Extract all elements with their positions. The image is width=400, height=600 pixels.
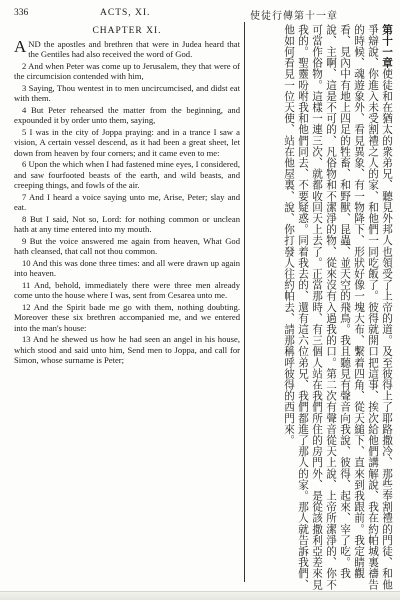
- verse-11: 11 And, behold, immediately there were three men already come unto the house where I was, sent from Cesarea unto me.: [14, 279, 240, 300]
- page-bottom-edge: [0, 591, 400, 600]
- verse-7: 7 And I heard a voice saying unto me, Arise, Peter; slay and eat.: [14, 191, 240, 212]
- verse-4: 4 But Peter rehearsed the matter from the beginning, and expounded it by order unto them, saying,: [14, 104, 240, 125]
- verse-3: 3 Saying, Thou wentest in to men uncircumcised, and didst eat with them.: [14, 82, 240, 103]
- chinese-text: 使徒和在猶太的衆弟兄、聽見外邦人也領受了上帝的道。及至彼得上了耶路撒冷、那些奉割禮的門徒、和他爭辯說、你進入未受割禮之人的家、和他們一同吃飯了。彼得就開口把這事、挨次給他們講解說、我在約帕城裏禱告的時候、魂遊象外、看見異象、有一物降下、形狀好像一塊大布、繫着四角、從天縋下、直來到我跟前。我定睛觀看、見內中有地上四足的牲畜、和野獸、昆蟲、並天空的飛鳥。我且聽見有聲音向我說、彼得、起來、宰了吃。我說、主啊、這是不可的、凡俗物和不潔淨的物、從來沒有入過我的口。第二次有聲音從天上說、上帝所潔淨的、你不可當作俗物。這樣一連三次、就都收回天上去了。正當那時、有三個人站在我們所住的房門外、是從該撒利亞差來見我的。聖靈吩咐我和他們同去、不要疑惑。同着我去的、還有這六位弟兄、我們都進了那人的家。那人就告訴我們、他如何看見一位天使、站在他屋裏、說、你打發人往約帕去、請那稱呼彼得的西門來。: [283, 24, 393, 591]
- verse-10: 10 And this was done three times: and all were drawn up again into heaven.: [14, 257, 240, 278]
- verse-text: ND the apostles and brethren that were in Judea heard that the Gentiles had also received the word of God.: [28, 38, 240, 59]
- page-number: 336: [14, 8, 29, 18]
- verse-1: [14, 36, 240, 60]
- chinese-chapter-label: 第十一章: [381, 24, 393, 69]
- chinese-running-head: 使徒行傳第十一章: [250, 11, 338, 22]
- verse-13: 13 And he shewed us how he had seen an angel in his house, which stood and said unto him, Send men to Joppa, and call for Simon, whose surname is Peter;: [14, 334, 240, 365]
- chinese-column: [248, 24, 394, 594]
- verse-8: 8 But I said, Not so, Lord: for nothing common or unclean hath at any time entered into my mouth.: [14, 213, 240, 234]
- verse-5: 5 I was in the city of Joppa praying: and in a trance I saw a vision, A certain vessel descend, as it had been a great sheet, let down from heaven by four corners; and it came even to me:: [14, 126, 240, 158]
- running-head: ACTS, XI.: [100, 8, 151, 18]
- chapter-title: CHAPTER XI.: [92, 26, 162, 36]
- page-header: [0, 8, 400, 22]
- verse-2: 2 And when Peter was come up to Jerusalem, they that were of the circumcision contended with him,: [14, 60, 240, 81]
- verse-9: 9 But the voice answered me again from heaven, What God hath cleansed, that call not thou common.: [14, 235, 240, 256]
- english-column: [14, 26, 240, 367]
- verse-6: 6 Upon the which when I had fastened mine eyes, I considered, and saw fourfooted beasts of the earth, and wild beasts, and creeping things, and fowls of the air.: [14, 159, 240, 190]
- drop-cap: A: [14, 36, 27, 56]
- column-divider: [244, 22, 245, 582]
- verse-12: 12 And the Spirit bade me go with them, nothing doubting. Moreover these six brethren accompanied me, and we entered into the man's house:: [14, 301, 240, 333]
